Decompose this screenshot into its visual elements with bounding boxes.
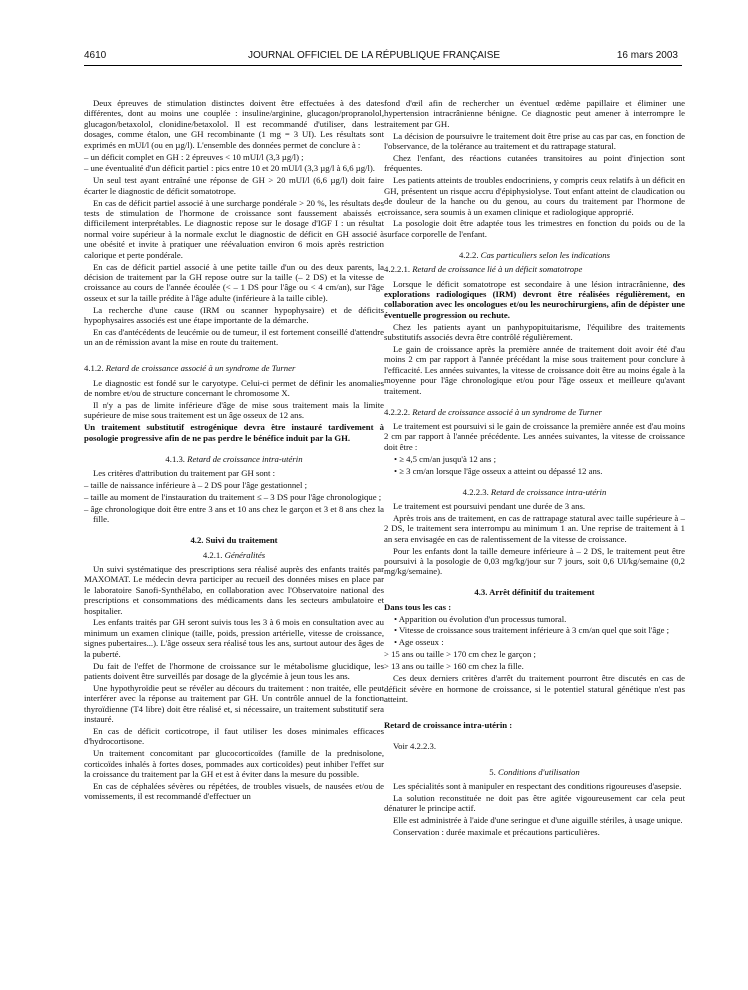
section-title: Retard de croissance associé à un syndrome de Turner xyxy=(105,363,296,374)
paragraph: Deux épreuves de stimulation distinctes doivent être effectuées à des dates différentes, dont au moins une couplée : insuline/arginine, glucagon/propranolol, glucagon/betaxolol, clonidine/betaxolol. Il est recommandé d'utiliser, dans les dosages, comme étalon, une GH recombinante (1 mg = 3 UI). Les résultats sont exprimés en mUI/l (ou en µg/l). L'ensemble des données permet de conclure à : xyxy=(84,98,384,150)
bullet-item: • ≥ 3 cm/an lorsque l'âge osseux a atteint ou dépassé 12 ans. xyxy=(394,465,603,476)
section-title: Retard de croissance intra-utérin xyxy=(490,486,607,497)
section-number: 4.2.1. xyxy=(202,549,223,560)
right-column xyxy=(384,98,685,839)
paragraph: Chez l'enfant, des réactions cutanées transitoires au point d'injection sont fréquentes. xyxy=(384,153,685,174)
section-heading xyxy=(84,454,384,464)
bold-paragraph: Dans tous les cas : xyxy=(384,601,452,612)
section-number: 5. xyxy=(489,766,496,777)
spacer xyxy=(384,732,685,741)
paragraph: Les patients atteints de troubles endocriniens, y compris ceux relatifs à un déficit en GH, présentent un risque accru d'épiphysiolyse. Tout enfant atteint de claudication ou de douleur de la hanche ou du genou, au cours du traitement par l'hormone de croissance, sera soumis à un examen clinique et radiologique approprié. xyxy=(384,175,685,217)
paragraph: Un suivi systématique des prescriptions sera réalisé auprès des enfants traités par MAXOMAT. Le médecin devra participer au recueil des données mises en place par le laboratoire Sanofi-Synthélabo, en collaboration avec l'Observatoire national des prescriptions et consommations des médicaments dans les secteurs ambulatoire et hospitalier. xyxy=(84,563,384,616)
paragraph: Les critères d'attribution du traitement par GH sont : xyxy=(93,468,276,479)
paragraph: La solution reconstituée ne doit pas être agitée vigoureusement car cela peut dénaturer le principe actif. xyxy=(384,792,685,814)
paragraph: La recherche d'une cause (IRM ou scanner hypophysaire) et de déficits hypophysaires associés est une étape importante de la démarche. xyxy=(84,304,384,326)
paragraph xyxy=(384,279,685,321)
section-heading xyxy=(384,264,685,274)
dash-item: – une éventualité d'un déficit partiel : pics entre 10 et 20 mUI/l (3,3 µg/l à 6,6 µg/l). xyxy=(84,163,375,174)
section-number: 4.2.2.3. xyxy=(462,486,489,497)
paragraph: Le gain de croissance après la première année de traitement doit avoir été d'au moins 2 cm par rapport à l'année précédant la mise sous traitement pour conclure à l'efficacité. Les années suivantes, la vitesse de croissance doit être au moins égale à la moyenne pour l'âge chronologique et/ou pour l'âge osseux et meilleure qu'avant traitement. xyxy=(384,344,685,396)
paragraph-text: Lorsque le déficit somatotrope est secondaire à une lésion intracrânienne, xyxy=(393,278,673,289)
section-title: Arrêt définitif du traitement xyxy=(489,587,595,598)
section-title: Suivi du traitement xyxy=(205,535,278,546)
spacer xyxy=(384,241,685,250)
paragraph: La décision de poursuivre le traitement doit être prise au cas par cas, en fonction de l'observance, de la tolérance au traitement et du rattrapage statural. xyxy=(384,130,685,152)
bullet-item: • Age osseux : xyxy=(394,637,444,648)
paragraph: Le diagnostic est fondé sur le caryotype. Celui-ci permet de définir les anomalies de nombre et/ou de structure concernant le chromosome X. xyxy=(84,377,384,399)
paragraph: Conservation : durée maximale et précautions particulières. xyxy=(393,827,600,838)
spacer xyxy=(384,753,685,767)
journal-title: JOURNAL OFFICIEL DE LA RÉPUBLIQUE FRANÇAISE xyxy=(247,50,501,61)
spacer xyxy=(84,445,384,454)
section-number: 4.1.3. xyxy=(165,453,185,464)
section-number: 4.2.2.1. xyxy=(384,264,411,275)
paragraph: Un seul test ayant entraîné une réponse de GH > 20 mUI/l (6,6 µg/l) doit faire écarter le diagnostic de déficit somatotrope. xyxy=(84,175,384,196)
spacer xyxy=(84,526,384,535)
paragraph: Voir 4.2.2.3. xyxy=(393,740,437,751)
paragraph: Les enfants traités par GH seront suivis tous les 3 à 6 mois en consultation avec au minimum un examen clinique (taille, poids, pression artérielle, vitesse de croissance, signes pubertaires...). L'âge osseux sera réalisé tous les ans, surtout autour des âges de la puberté. xyxy=(84,617,384,659)
paragraph: En cas d'antécédents de leucémie ou de tumeur, il est fortement conseillé d'attendre un an de rémission avant la mise en route du traitement. xyxy=(84,327,384,348)
section-heading xyxy=(384,250,685,260)
bullet-item: • ≥ 4,5 cm/an jusqu'à 12 ans ; xyxy=(394,453,497,464)
paragraph: En cas de déficit corticotrope, il faut utiliser les doses minimales efficaces d'hydrocortisone. xyxy=(84,726,384,747)
section-heading xyxy=(84,535,384,545)
paragraph: Un traitement concomitant par glucocorticoïdes (famille de la prednisolone, corticoïdes inhalés à fortes doses, pommades aux corticoïdes) peut inhiber l'effet sur la croissance du traitement par la GH et est à éviter dans la mesure du possible. xyxy=(84,748,384,780)
paragraph: Elle est administrée à l'aide d'une seringue et d'une aiguille stériles, à usage unique. xyxy=(393,815,683,826)
section-title: Retard de croissance intra-utérin xyxy=(187,453,303,464)
spacer xyxy=(384,398,685,407)
spacer xyxy=(84,349,384,363)
section-title: Conditions d'utilisation xyxy=(497,766,580,777)
section-title: Retard de croissance lié à un déficit somatotrope xyxy=(412,264,583,275)
spacer xyxy=(384,706,685,720)
section-number: 4.1.2. xyxy=(84,363,104,374)
dash-item: – âge chronologique doit être entre 3 ans et 10 ans chez le garçon et 3 et 8 ans chez la fille. xyxy=(84,503,384,525)
paragraph: Ces deux derniers critères d'arrêt du traitement pourront être discutés en cas de déficit sévère en hormone de croissance, si le potentiel statural génétique n'est pas atteint. xyxy=(384,673,685,704)
bullet-item: • Vitesse de croissance sous traitement inférieure à 3 cm/an quel que soit l'âge ; xyxy=(394,625,670,636)
section-title: Cas particuliers selon les indications xyxy=(480,249,611,260)
paragraph: Après trois ans de traitement, en cas de rattrapage statural avec taille supérieure à – 2 DS, le traitement sera interrompu au minimum 1 an. Une reprise de traitement à 1 an sera envisagée en cas de ralentissement de la vitesse de croissance. xyxy=(384,512,685,544)
page-number: 4610 xyxy=(84,50,107,61)
section-heading xyxy=(384,487,685,497)
section-number: 4.2.2.2. xyxy=(384,406,411,417)
paragraph: Pour les enfants dont la taille demeure inférieure à – 2 DS, le traitement peut être poursuivi à la posologie de 0,03 mg/kg/jour sur 7 jours, soit 0,6 UI/kg/semaine (0,2 mg/kg/semaine). xyxy=(384,545,685,577)
dash-item: – taille de naissance inférieure à – 2 DS pour l'âge gestationnel ; xyxy=(84,480,308,490)
left-column xyxy=(84,98,384,803)
section-number: 4.2. xyxy=(190,535,204,546)
paragraph: En cas de déficit partiel associé à une surcharge pondérale > 20 %, les résultats des tests de stimulation de l'hormone de croissance sont faussement abaissés et difficilement interprétables. Le diagnostic repose sur le dosage d'IGF I : un résultat normal voire supérieur à la normale exclut le diagnostic de déficit en GH associé à une obésité et invite à pratiquer une réévaluation environ 6 mois après restriction calorique et perte pondérale. xyxy=(84,197,384,260)
header-rule xyxy=(84,65,682,66)
section-number: 4.3. xyxy=(474,587,488,598)
dash-item: – taille au moment de l'instauration du traitement ≤ – 3 DS pour l'âge chronologique ; xyxy=(84,491,382,502)
bold-paragraph: Retard de croissance intra-utérin : xyxy=(384,719,513,730)
spacer xyxy=(384,578,685,587)
paragraph: > 13 ans ou taille > 160 cm chez la fille. xyxy=(384,661,524,672)
paragraph: En cas de céphalées sévères ou répétées, de troubles visuels, de nausées et/ou de vomissements, il est recommandé d'effectuer un xyxy=(84,781,384,802)
section-heading xyxy=(84,363,384,373)
issue-date: 16 mars 2003 xyxy=(616,50,678,61)
section-heading xyxy=(384,407,685,417)
paragraph: Une hypothyroïdie peut se révéler au décours du traitement : non traitée, elle peut interférer avec la réponse au traitement par GH. Un contrôle annuel de la fonction thyroïdienne (T4 libre) doit être réalisé et, si nécessaire, un traitement substitutif sera instauré. xyxy=(84,682,384,725)
paragraph: Chez les patients ayant un panhypopituitarisme, l'équilibre des traitements substitutifs associés devra être contrôlé régulièrement. xyxy=(384,321,685,343)
section-title: Généralités xyxy=(224,549,266,560)
section-heading xyxy=(384,587,685,597)
paragraph: En cas de déficit partiel associé à une petite taille d'un ou des deux parents, la décision de traitement par la GH repose outre sur la taille (– 2 DS) et la vitesse de croissance au cours de l'année écoulée (< – 1 DS pour l'âge ou < 4 cm/an), sur l'âge osseux et sur la taille prédite à l'âge adulte (inférieure à la taille cible). xyxy=(84,261,384,303)
paragraph-bold-text: des explorations radiologiques (IRM) devront être réalisées régulièrement, en collaboration avec les oncologues et/ou les neurochirurgiens, afin de dépister une éventuelle progression ou rechute. xyxy=(384,278,685,320)
bold-paragraph: Un traitement substitutif estrogénique devra être instauré tardivement à posologie progressive afin de ne pas perdre le bénéfice induit par la GH. xyxy=(84,422,384,443)
spacer xyxy=(384,478,685,487)
paragraph: fond d'œil afin de rechercher un éventuel œdème papillaire et éliminer une hypertension intracrânienne bénigne. Ce diagnostic peut amener à interrompre le traitement par GH. xyxy=(384,98,685,129)
paragraph: Les spécialités sont à manipuler en respectant des conditions rigoureuses d'asepsie. xyxy=(393,781,682,792)
section-heading xyxy=(84,550,384,560)
paragraph: La posologie doit être adaptée tous les trimestres en fonction du poids ou de la surface corporelle de l'enfant. xyxy=(384,218,685,239)
paragraph: Le traitement est poursuivi si le gain de croissance la première année est d'au moins 2 cm par rapport à l'année précédente. Les années suivantes, la vitesse de croissance doit être : xyxy=(384,420,685,452)
paragraph: Le traitement est poursuivi pendant une durée de 3 ans. xyxy=(393,500,586,511)
section-number: 4.2.2. xyxy=(458,249,479,260)
paragraph: > 15 ans ou taille > 170 cm chez le garçon ; xyxy=(384,649,536,660)
bullet-item: • Apparition ou évolution d'un processus tumoral. xyxy=(394,613,567,624)
dash-item: – un déficit complet en GH : 2 épreuves < 10 mUI/l (3,3 µg/l) ; xyxy=(84,151,304,162)
section-heading xyxy=(384,767,685,777)
paragraph: Du fait de l'effet de l'hormone de croissance sur le métabolisme glucidique, les patients doivent être surveillés par dosage de la glycémie à jeun tous les ans. xyxy=(84,660,384,681)
section-title: Retard de croissance associé à un syndrome de Turner xyxy=(412,406,602,417)
paragraph: Il n'y a pas de limite inférieure d'âge de mise sous traitement mais la limite supérieure de mise sous traitement est un âge osseux de 12 ans. xyxy=(84,400,384,421)
